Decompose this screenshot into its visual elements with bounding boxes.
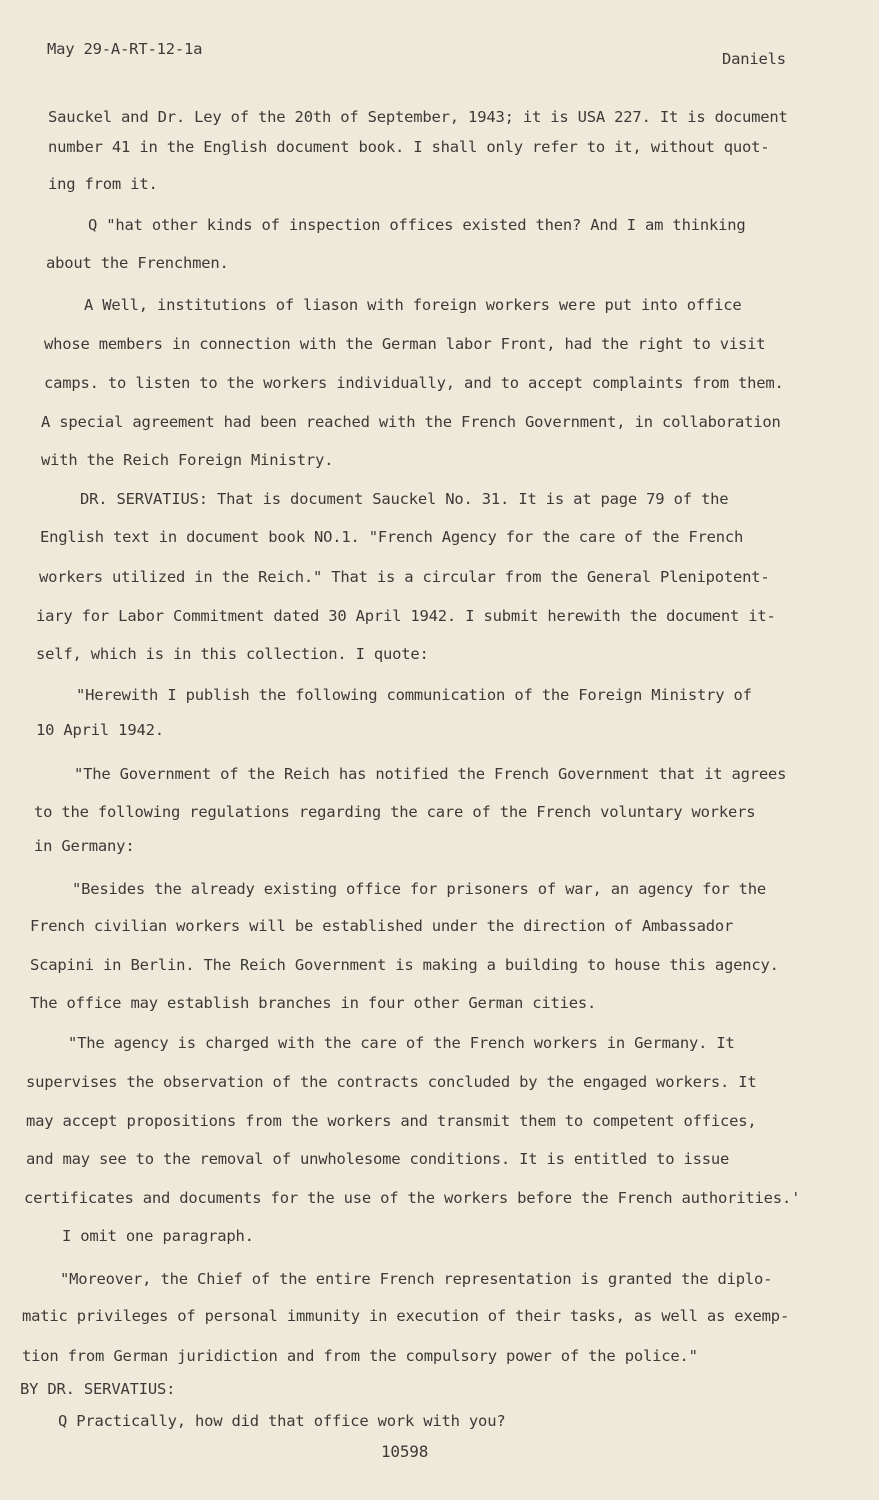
text-line: matic privileges of personal immunity in execution of their tasks, as well as exemp- — [22, 1307, 790, 1325]
text-line: camps. to listen to the workers individually, and to accept complaints from them. — [44, 374, 784, 392]
text-line: with the Reich Foreign Ministry. — [41, 451, 334, 469]
text-line: "Herewith I publish the following communication of the Foreign Ministry of — [76, 686, 752, 704]
text-line: "Besides the already existing office for prisoners of war, an agency for the — [72, 880, 767, 898]
text-line: Q Practically, how did that office work with you? — [58, 1412, 506, 1430]
text-line: "The agency is charged with the care of the French workers in Germany. It — [68, 1034, 735, 1052]
page-number: 10598 — [381, 1442, 429, 1461]
text-line: certificates and documents for the use of the workers before the French authorities.' — [24, 1189, 801, 1207]
text-line: ing from it. — [48, 175, 158, 193]
text-line: tion from German juridiction and from the compulsory power of the police." — [22, 1347, 698, 1365]
text-line: to the following regulations regarding the care of the French voluntary workers — [34, 803, 756, 821]
text-line: number 41 in the English document book. I shall only refer to it, without quot- — [48, 138, 770, 156]
text-line: Q "hat other kinds of inspection offices existed then? And I am thinking — [88, 216, 746, 234]
text-line: "Moreover, the Chief of the entire French representation is granted the diplo- — [60, 1270, 773, 1288]
text-line: 10 April 1942. — [36, 721, 164, 739]
document-reference: May 29-A-RT-12-1a — [47, 40, 203, 58]
text-line: about the Frenchmen. — [46, 254, 229, 272]
text-line: "The Government of the Reich has notified the French Government that it agrees — [74, 765, 787, 783]
text-line: self, which is in this collection. I quote: — [36, 645, 429, 663]
text-line: iary for Labor Commitment dated 30 April 1942. I submit herewith the document it- — [36, 607, 776, 625]
text-line: A special agreement had been reached with the French Government, in collaboration — [41, 413, 781, 431]
text-line: supervises the observation of the contracts concluded by the engaged workers. It — [26, 1073, 757, 1091]
witness-name: Daniels — [722, 50, 786, 68]
text-line: English text in document book NO.1. "French Agency for the care of the French — [40, 528, 744, 546]
text-line: The office may establish branches in four other German cities. — [30, 994, 597, 1012]
text-line: I omit one paragraph. — [62, 1227, 254, 1245]
text-line: in Germany: — [34, 837, 135, 855]
text-line: Scapini in Berlin. The Reich Government is making a building to house this agency. — [30, 956, 779, 974]
text-line: and may see to the removal of unwholesome conditions. It is entitled to issue — [26, 1150, 730, 1168]
text-line: whose members in connection with the German labor Front, had the right to visit — [44, 335, 766, 353]
text-line: French civilian workers will be established under the direction of Ambassador — [30, 917, 734, 935]
text-line: BY DR. SERVATIUS: — [20, 1380, 176, 1398]
text-line: Sauckel and Dr. Ley of the 20th of September, 1943; it is USA 227. It is document — [48, 108, 788, 126]
text-line: may accept propositions from the workers and transmit them to competent offices, — [26, 1112, 757, 1130]
text-line: DR. SERVATIUS: That is document Sauckel No. 31. It is at page 79 of the — [80, 490, 729, 508]
text-line: workers utilized in the Reich." That is a circular from the General Plenipotent- — [39, 568, 770, 586]
text-line: A Well, institutions of liason with foreign workers were put into office — [84, 296, 742, 314]
